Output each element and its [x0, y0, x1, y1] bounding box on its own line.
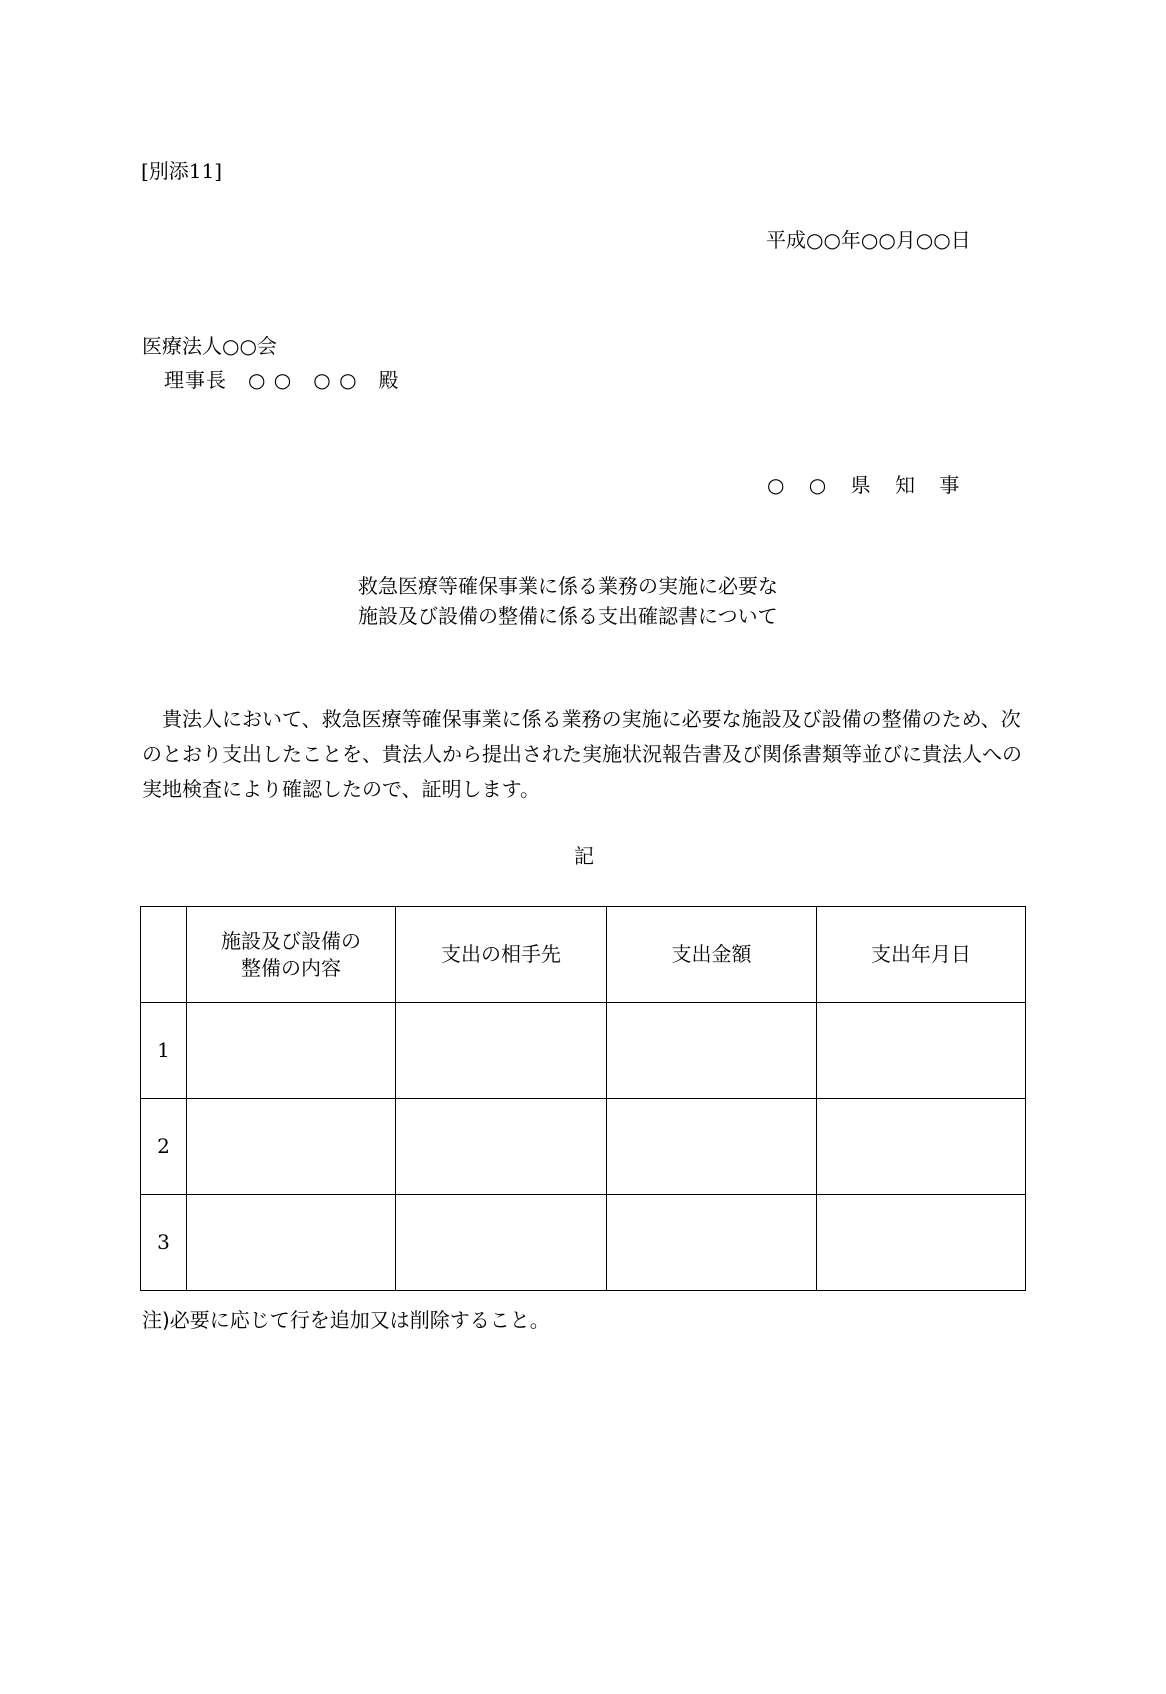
document-date: 平成○○年○○月○○日 [766, 228, 971, 252]
cell-amount [607, 1003, 817, 1099]
table-header-row [141, 907, 1026, 1003]
recipient-name: 理事長 ○ ○ ○ ○ 殿 [164, 368, 400, 392]
header-amount: 支出金額 [607, 907, 817, 1003]
row-number: 1 [141, 1003, 187, 1099]
recipient-organization: 医療法人○○会 [142, 334, 277, 358]
table-row [141, 1099, 1026, 1195]
cell-payee [396, 1003, 607, 1099]
cell-date [817, 1099, 1026, 1195]
cell-payee [396, 1099, 607, 1195]
footnote: 注)必要に応じて行を追加又は削除すること。 [142, 1308, 550, 1332]
row-number: 3 [141, 1195, 187, 1291]
header-content-line1: 施設及び設備の [221, 928, 361, 953]
header-number [141, 907, 187, 1003]
cell-date [817, 1195, 1026, 1291]
cell-content [187, 1003, 396, 1099]
header-content-line2: 整備の内容 [241, 955, 341, 980]
cell-date [817, 1003, 1026, 1099]
ki-heading: 記 [574, 844, 594, 868]
header-content [187, 907, 396, 1003]
table-row [141, 1195, 1026, 1291]
cell-content [187, 1099, 396, 1195]
header-date: 支出年月日 [817, 907, 1026, 1003]
attachment-label: [別添11] [141, 159, 223, 183]
cell-payee [396, 1195, 607, 1291]
row-number: 2 [141, 1099, 187, 1195]
header-payee: 支出の相手先 [396, 907, 607, 1003]
cell-content [187, 1195, 396, 1291]
sender-name: ○ ○ 県 知 事 [767, 473, 969, 497]
expenditure-table [140, 906, 1026, 1291]
cell-amount [607, 1099, 817, 1195]
body-paragraph: 貴法人において、救急医療等確保事業に係る業務の実施に必要な施設及び設備の整備のため、次のとおり支出したことを、貴法人から提出された実施状況報告書及び関係書類等並びに貴法人への実地検査により確認したので、証明します。 [142, 707, 1022, 801]
cell-amount [607, 1195, 817, 1291]
document-title-line2: 施設及び設備の整備に係る支出確認書について [358, 604, 778, 628]
table-row [141, 1003, 1026, 1099]
document-title-line1: 救急医療等確保事業に係る業務の実施に必要な [358, 574, 778, 598]
